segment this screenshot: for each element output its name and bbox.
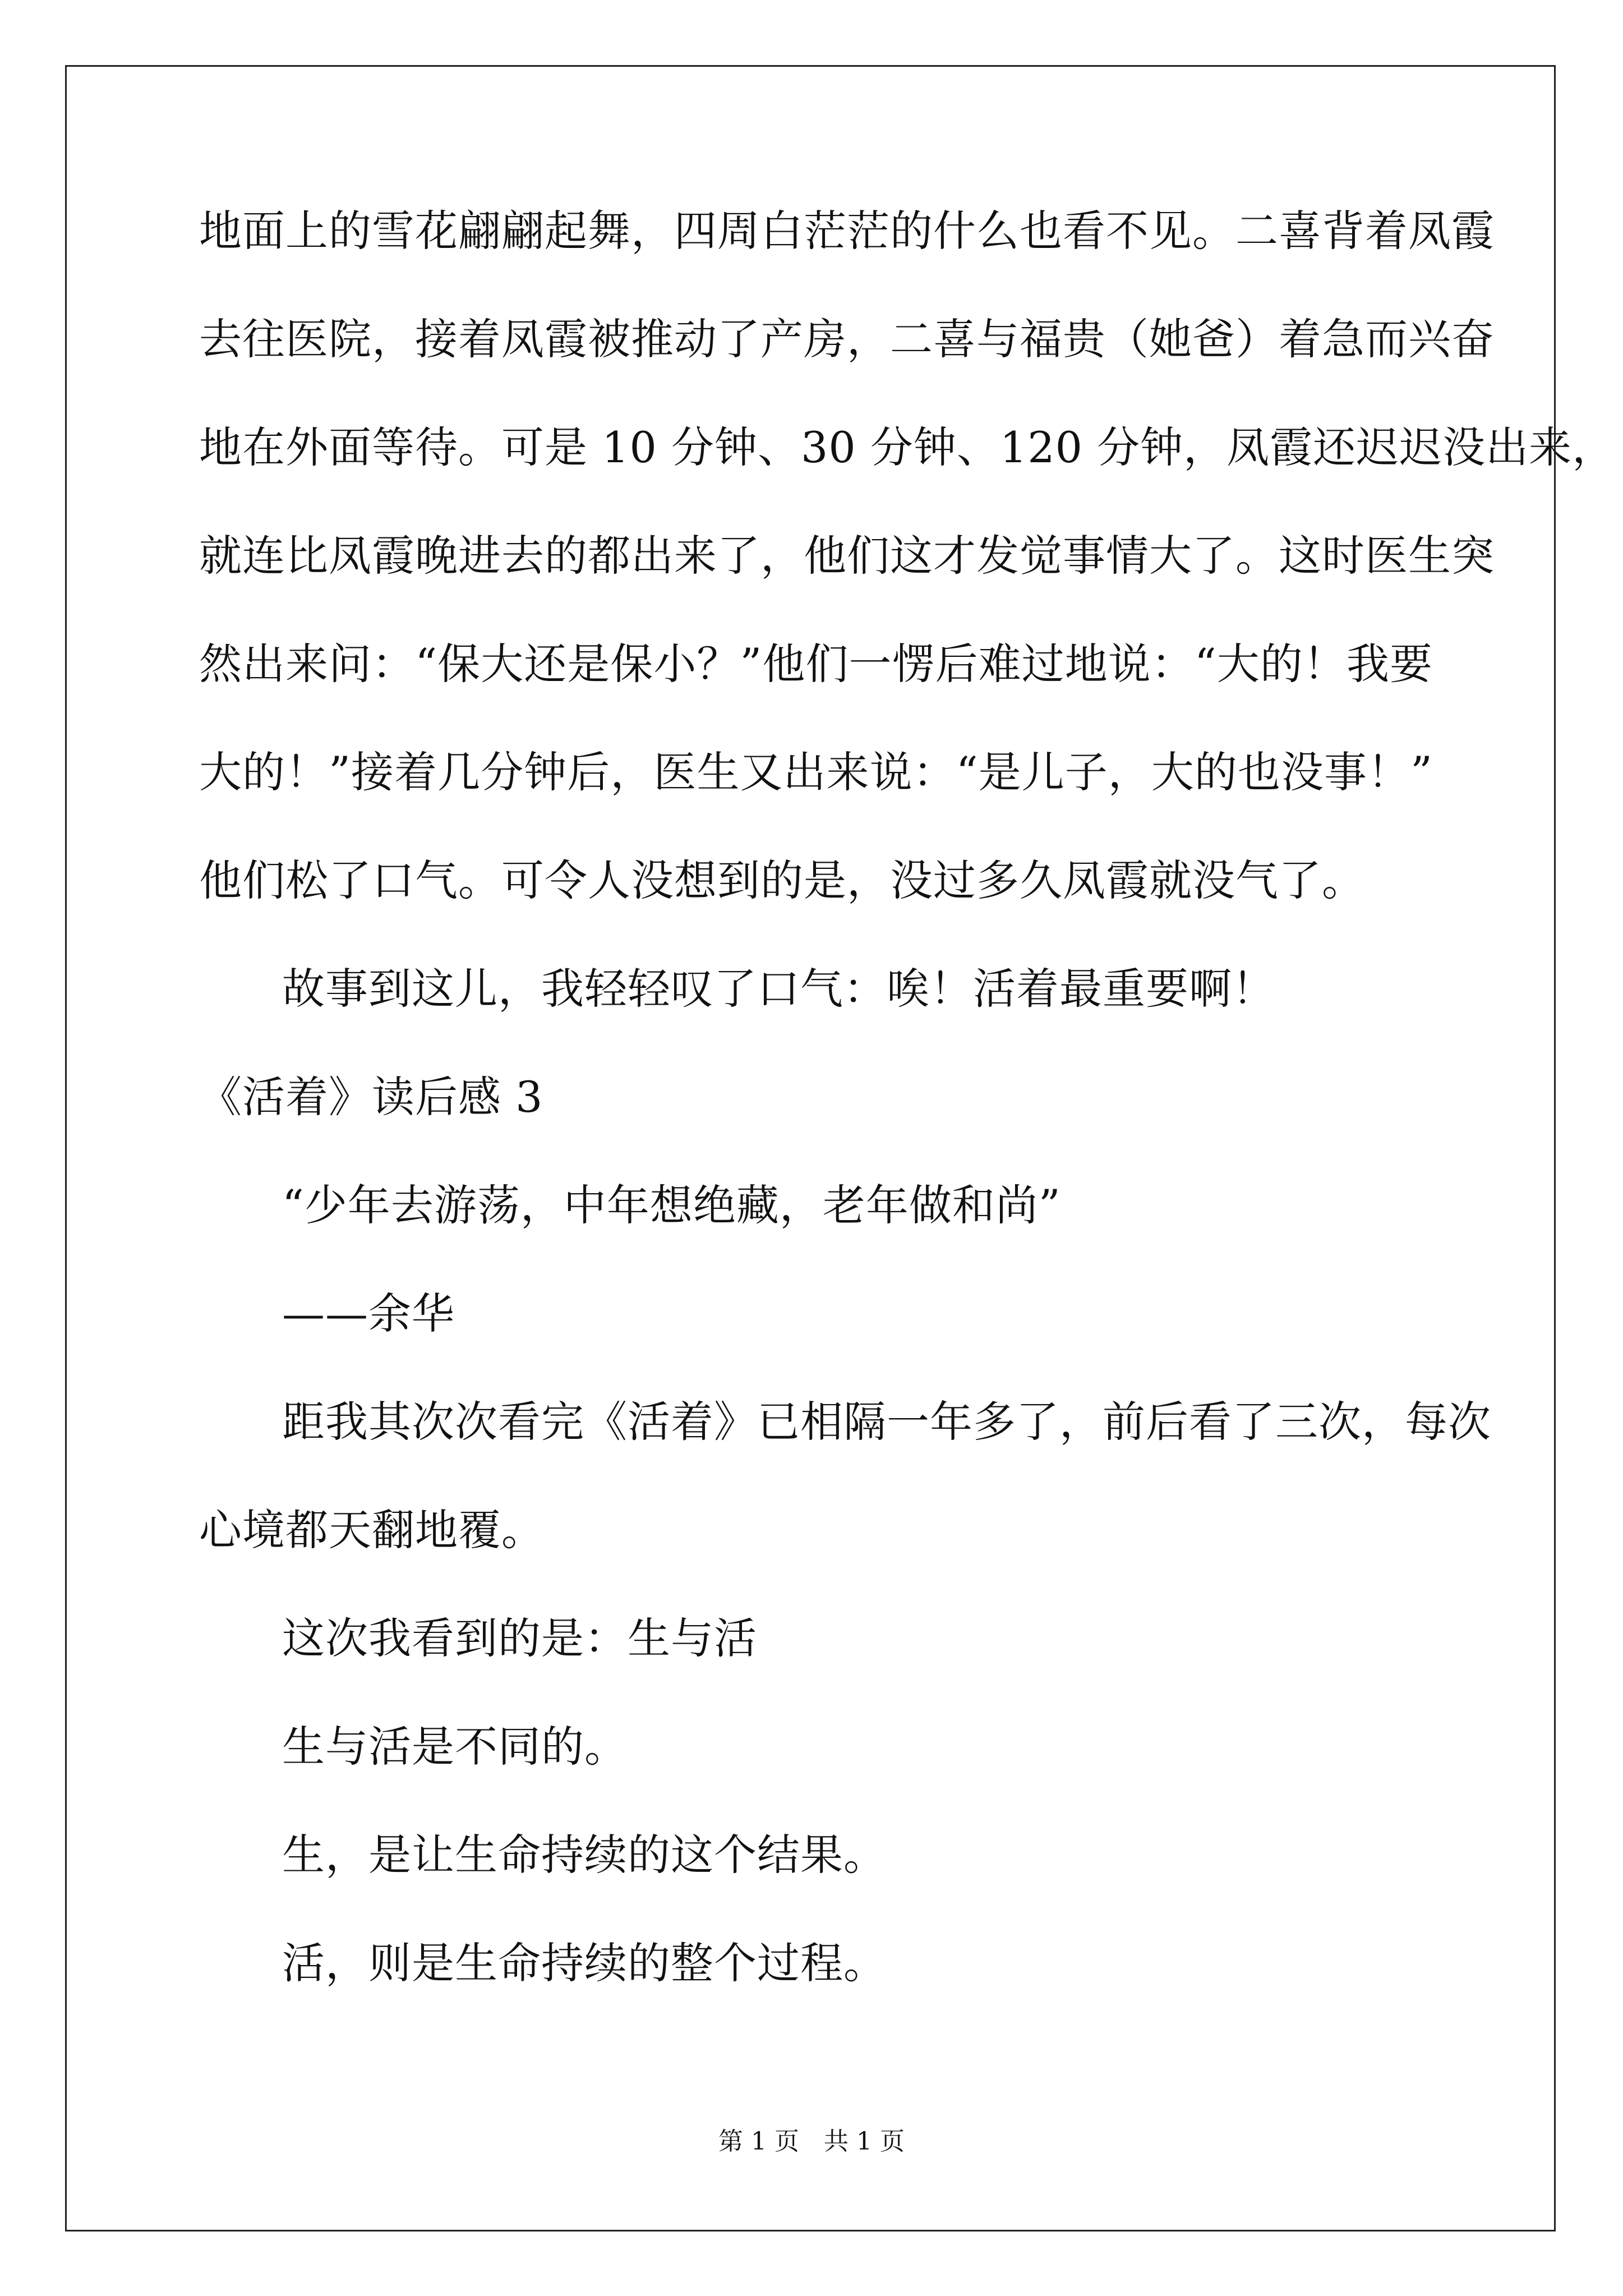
page-border [65, 65, 1616, 2231]
epigraph-attribution: ——余华 [282, 1289, 455, 1338]
body-line-2: 去往医院，接着凤霞被推动了产房，二喜与福贵（她爸）着急而兴奋 [199, 314, 1495, 364]
body-line-5: 然出来问：“保大还是保小？”他们一愣后难过地说：“大的！我要 [199, 639, 1433, 689]
body-line-7: 他们松了口气。可令人没想到的是，没过多久凤霞就没气了。 [199, 855, 1365, 905]
paragraph-line: 这次我看到的是：生与活 [282, 1613, 757, 1663]
paragraph-line: 活，则是生命持续的整个过程。 [282, 1938, 887, 1988]
body-line-1: 地面上的雪花翩翩起舞，四周白茫茫的什么也看不见。二喜背着凤霞 [199, 206, 1495, 256]
section-heading: 《活着》读后感 3 [199, 1072, 543, 1122]
paragraph-line: 生与活是不同的。 [282, 1722, 628, 1772]
page-footer: 第 1 页 共 1 页 [718, 2127, 905, 2156]
paragraph-line: 生，是让生命持续的这个结果。 [282, 1830, 887, 1880]
body-line-3: 地在外面等待。可是 10 分钟、30 分钟、120 分钟，凤霞还迟迟没出来， [199, 422, 1616, 472]
body-line-6: 大的！”接着几分钟后，医生又出来说：“是儿子，大的也没事！” [199, 747, 1433, 797]
body-line: 心境都天翻地覆。 [199, 1505, 545, 1555]
paragraph-line: 距我其次次看完《活着》已相隔一年多了，前后看了三次，每次 [282, 1397, 1491, 1447]
paragraph-line: 故事到这儿，我轻轻叹了口气：唉！活着最重要啊！ [282, 964, 1275, 1014]
epigraph-quote: “少年去游荡，中年想绝藏，老年做和尚” [282, 1180, 1061, 1230]
body-line-4: 就连比凤霞晚进去的都出来了，他们这才发觉事情大了。这时医生突 [199, 531, 1495, 581]
